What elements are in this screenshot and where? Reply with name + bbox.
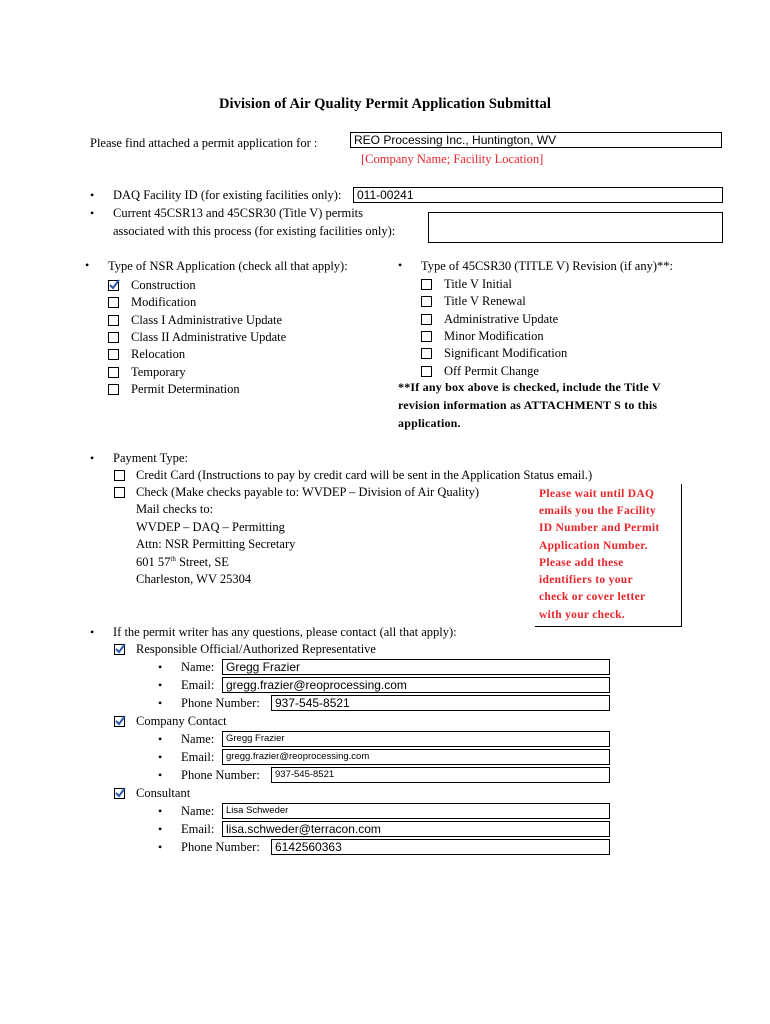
mail-line2: WVDEP – DAQ – Permitting: [136, 520, 285, 534]
bullet: •: [90, 625, 95, 639]
titlev-checkbox[interactable]: [421, 366, 432, 377]
check-label: Check (Make checks payable to: WVDEP – Division of Air Quality): [136, 485, 479, 499]
mail-line4: [136, 555, 229, 570]
company-facility-hint: [Company Name; Facility Location]: [361, 152, 544, 166]
company-facility-field[interactable]: REO Processing Inc., Huntington, WV: [350, 132, 722, 148]
payment-note-line: Application Number.: [539, 540, 648, 552]
bullet: •: [90, 188, 95, 202]
mail-line5: Charleston, WV 25304: [136, 572, 252, 586]
bullet: •: [158, 804, 163, 818]
nsr-checkbox[interactable]: [108, 367, 119, 378]
nsr-option-label: Class I Administrative Update: [131, 312, 283, 327]
name-label: Name:: [181, 732, 215, 746]
phone-field[interactable]: 6142560363: [271, 839, 610, 855]
payment-note-line: Please add these: [539, 557, 624, 569]
bullet: •: [158, 678, 163, 692]
titlev-heading: Type of 45CSR30 (TITLE V) Revision (if any)**:: [421, 259, 673, 273]
titlev-checkbox[interactable]: [421, 296, 432, 307]
contact-group-label: Company Contact: [136, 714, 227, 728]
payment-note-line: emails you the Facility: [539, 505, 657, 517]
email-field[interactable]: gregg.frazier@reoprocessing.com: [222, 749, 610, 765]
name-label: Name:: [181, 804, 215, 818]
titlev-option-label: Off Permit Change: [444, 363, 539, 378]
titlev-checkbox[interactable]: [421, 348, 432, 359]
nsr-heading: Type of NSR Application (check all that apply):: [108, 259, 348, 273]
email-field[interactable]: gregg.frazier@reoprocessing.com: [222, 677, 610, 693]
nsr-option-label: Relocation: [131, 347, 186, 362]
nsr-option-label: Construction: [131, 278, 196, 292]
name-label: Name:: [181, 660, 215, 674]
email-label: Email:: [181, 678, 215, 692]
email-label: Email:: [181, 750, 215, 764]
name-field[interactable]: Lisa Schweder: [222, 803, 610, 819]
bullet: •: [158, 840, 163, 854]
nsr-option-label: Temporary: [131, 364, 186, 379]
contact-group-checkbox[interactable]: [114, 644, 125, 655]
titlev-option-label: Minor Modification: [444, 328, 544, 343]
bullet: •: [158, 660, 163, 674]
bullet: •: [158, 696, 163, 710]
contact-group-checkbox[interactable]: [114, 788, 125, 799]
checkmark-icon: [108, 278, 121, 291]
titlev-option-label: Title V Initial: [444, 277, 512, 291]
daq-id-field[interactable]: 011-00241: [353, 187, 723, 203]
permits-field[interactable]: [428, 212, 723, 243]
nsr-option-label: Modification: [131, 295, 197, 310]
payment-note-line: identifiers to your: [539, 574, 633, 586]
credit-card-checkbox[interactable]: [114, 470, 125, 481]
name-field[interactable]: Gregg Frazier: [222, 659, 610, 675]
contact-group-label: Consultant: [136, 786, 191, 800]
phone-field[interactable]: 937-545-8521: [271, 767, 610, 783]
email-field[interactable]: lisa.schweder@terracon.com: [222, 821, 610, 837]
bullet: •: [158, 822, 163, 836]
contact-group-label: Responsible Official/Authorized Representative: [136, 642, 376, 656]
nsr-checkbox[interactable]: [108, 297, 119, 308]
contacts-heading: If the permit writer has any questions, please contact (all that apply):: [113, 625, 457, 639]
payment-note-line: Please wait until DAQ: [539, 488, 655, 500]
check-checkbox[interactable]: [114, 487, 125, 498]
name-field[interactable]: Gregg Frazier: [222, 731, 610, 747]
nsr-checkbox[interactable]: [108, 315, 119, 326]
mail-line3: Attn: NSR Permitting Secretary: [136, 537, 296, 551]
nsr-checkbox[interactable]: [108, 349, 119, 360]
bullet: •: [90, 451, 95, 465]
titlev-option-label: Title V Renewal: [444, 294, 526, 309]
contact-group-checkbox[interactable]: [114, 716, 125, 727]
nsr-checkbox[interactable]: [108, 384, 119, 395]
daq-id-label: DAQ Facility ID (for existing facilities only):: [113, 188, 342, 202]
page-title: Division of Air Quality Permit Application Submittal: [218, 96, 551, 112]
titlev-checkbox[interactable]: [421, 279, 432, 290]
titlev-checkbox[interactable]: [421, 314, 432, 325]
payment-note-line: check or cover letter: [539, 591, 646, 603]
checkmark-icon: [114, 714, 127, 727]
permits-label-line2: associated with this process (for existing facilities only):: [113, 224, 396, 238]
titlev-option-label: Administrative Update: [444, 311, 559, 326]
payment-note-line: with your check.: [539, 609, 626, 621]
checkmark-icon: [114, 642, 127, 655]
titlev-note-line1: **If any box above is checked, include the Title V: [398, 380, 661, 394]
nsr-checkbox[interactable]: [108, 332, 119, 343]
bullet: •: [85, 258, 90, 272]
mail-line4-pre: 601 57: [136, 555, 171, 570]
payment-note-box: [535, 484, 682, 627]
credit-card-label: Credit Card (Instructions to pay by credit card will be sent in the Application Status email.): [136, 468, 593, 482]
email-label: Email:: [181, 822, 215, 836]
bullet: •: [158, 750, 163, 764]
payment-note-line: ID Number and Permit: [539, 522, 660, 534]
bullet: •: [158, 732, 163, 746]
mail-line4-post: Street, SE: [175, 555, 229, 570]
titlev-option-label: Significant Modification: [444, 346, 568, 361]
phone-label: Phone Number:: [181, 768, 260, 782]
nsr-option-label: Permit Determination: [131, 381, 240, 396]
permits-label-line1: Current 45CSR13 and 45CSR30 (Title V) permits: [113, 206, 364, 220]
nsr-option-label: Class II Administrative Update: [131, 329, 287, 344]
bullet: •: [90, 206, 95, 220]
phone-label: Phone Number:: [181, 840, 260, 854]
phone-label: Phone Number:: [181, 696, 260, 710]
mail-line1: Mail checks to:: [136, 502, 214, 516]
mail-line4-sup: th: [170, 555, 176, 563]
titlev-checkbox[interactable]: [421, 331, 432, 342]
titlev-note-line3: application.: [398, 416, 461, 430]
checkmark-icon: [114, 786, 127, 799]
phone-field[interactable]: 937-545-8521: [271, 695, 610, 711]
bullet: •: [398, 258, 403, 272]
payment-heading: Payment Type:: [113, 451, 188, 465]
nsr-checkbox[interactable]: [108, 280, 119, 291]
bullet: •: [158, 768, 163, 782]
intro-label: Please find attached a permit application for :: [90, 136, 318, 150]
titlev-note-line2: revision information as ATTACHMENT S to this: [398, 398, 658, 412]
